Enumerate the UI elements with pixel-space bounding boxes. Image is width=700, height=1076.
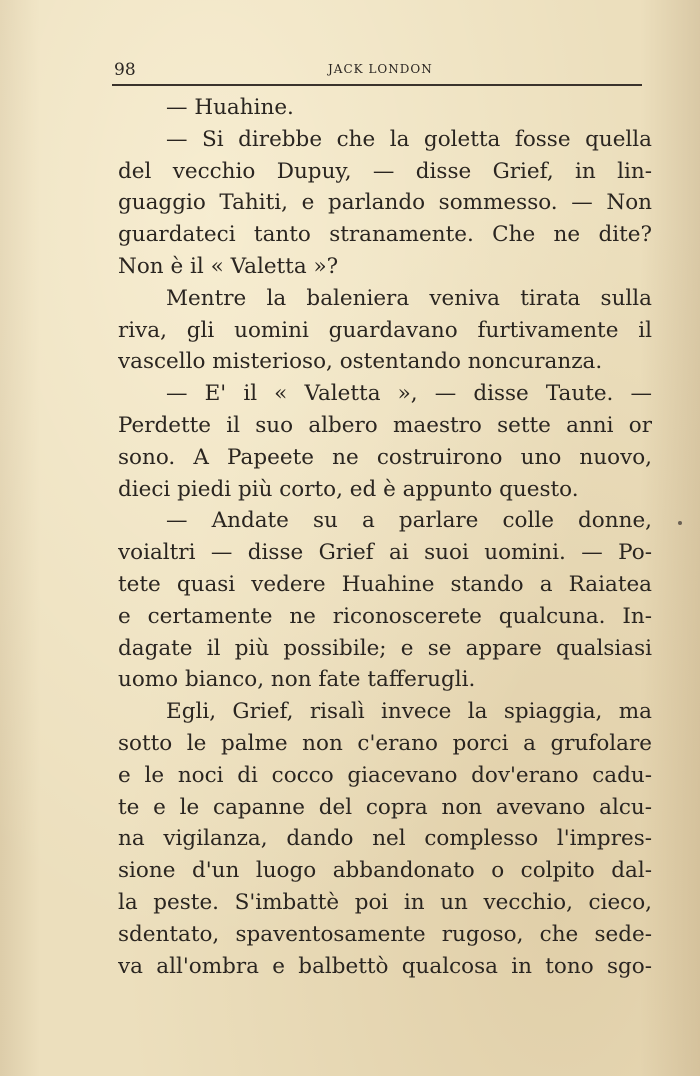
text-line: dagate il più possibile; e se appare qualsiasi — [118, 635, 652, 661]
body-text — [118, 92, 652, 982]
text-line: riva, gli uomini guardavano furtivamente il — [118, 317, 652, 343]
text-line: — Andate su a parlare colle donne, — [166, 508, 652, 534]
text-line: — Si direbbe che la goletta fosse quella — [166, 126, 652, 152]
text-line: e certamente ne riconoscerete qualcuna. In- — [118, 603, 652, 629]
text-line: uomo bianco, non fate tafferugli. — [118, 667, 476, 693]
text-line: te e le capanne del copra non avevano alcu- — [118, 794, 652, 820]
text-line: sione d'un luogo abbandonato o colpito dal- — [118, 858, 652, 884]
text-line: vascello misterioso, ostentando noncuranza. — [118, 349, 603, 375]
text-line: Egli, Grief, risalì invece la spiaggia, ma — [166, 699, 652, 725]
paper-speck — [678, 521, 682, 525]
text-line: e le noci di cocco giacevano dov'erano cadu- — [118, 762, 652, 788]
text-line: Perdette il suo albero maestro sette anni or — [118, 412, 652, 438]
text-line: guaggio Tahiti, e parlando sommesso. — Non — [118, 190, 652, 216]
text-line: del vecchio Dupuy, — disse Grief, in lin- — [118, 158, 652, 184]
text-line: sdentato, spaventosamente rugoso, che sede- — [118, 921, 652, 947]
text-line: — E' il « Valetta », — disse Taute. — — [166, 381, 652, 407]
text-line: va all'ombra e balbettò qualcosa in tono sgo- — [118, 953, 652, 979]
text-line: sono. A Papeete ne costruirono uno nuovo, — [118, 444, 652, 470]
text-line: Mentre la baleniera veniva tirata sulla — [166, 285, 652, 311]
text-line: la peste. S'imbattè poi in un vecchio, cieco, — [118, 889, 652, 915]
text-line: dieci piedi più corto, ed è appunto questo. — [118, 476, 579, 502]
text-line: na vigilanza, dando nel complesso l'impres- — [118, 826, 652, 852]
text-line: Non è il « Valetta »? — [118, 253, 339, 279]
header-rule — [112, 84, 642, 86]
text-line: tete quasi vedere Huahine stando a Raiatea — [118, 571, 652, 597]
text-line: voialtri — disse Grief ai suoi uomini. — Po- — [118, 540, 652, 566]
page-number: 98 — [114, 60, 136, 80]
running-head: JACK LONDON — [328, 62, 433, 76]
text-line: guardateci tanto stranamente. Che ne dite? — [118, 222, 652, 248]
page-header — [112, 56, 642, 88]
text-line: sotto le palme non c'erano porci a grufolare — [118, 730, 652, 756]
text-line: — Huahine. — [166, 95, 294, 120]
